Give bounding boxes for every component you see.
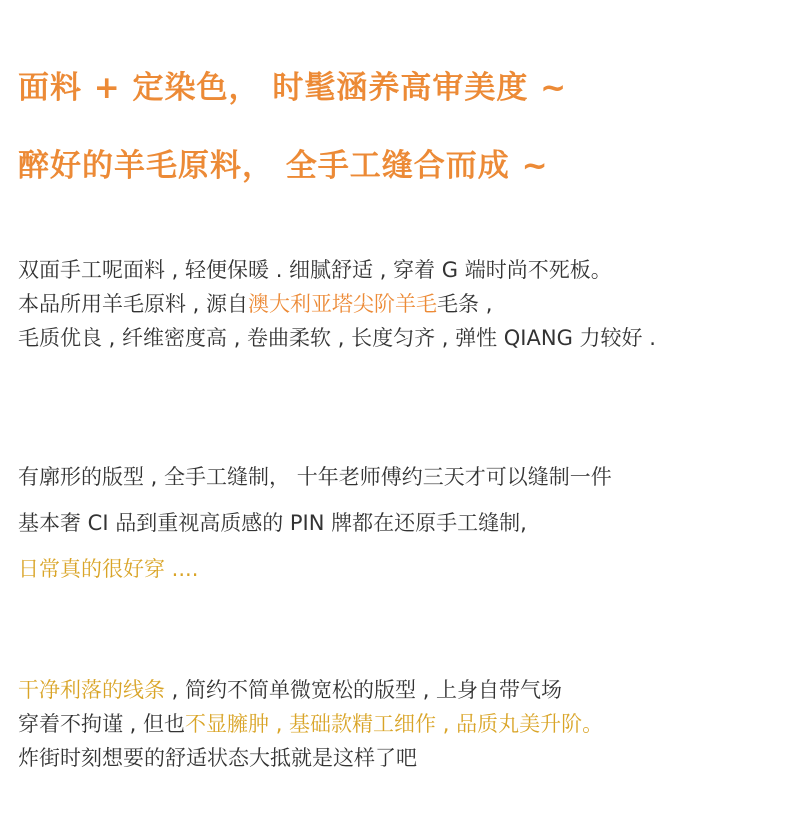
text-segment: 本品所用羊毛原料 , 源自 (18, 292, 249, 316)
paragraph-craftsmanship (18, 454, 612, 592)
paragraph-line (18, 673, 603, 707)
paragraph-line: 双面手工呢面料 , 轻便保暖 . 细腻舒适 , 穿着 G 端时尚不死板。 (18, 258, 612, 282)
headline-wool-handmade: 醉好的羊毛原料， 全手工缝合而成 ~ (18, 148, 549, 184)
paragraph-line (18, 287, 656, 321)
highlight-daily-wear: 日常真的很好穿 .... (18, 557, 199, 581)
paragraph-silhouette (18, 673, 603, 775)
paragraph-line: 基本奢 CI 品到重视高质感的 PIN 牌都在还原手工缝制, (18, 511, 527, 535)
paragraph-line: 毛质优良 , 纤维密度高 , 卷曲柔软 , 长度匀齐 , 弹性 QIANG 力较好 . (18, 326, 656, 350)
highlight-quality: 不显臃肿 , 基础款精工细作 , 品质丸美升阶。 (185, 712, 604, 736)
text-segment: 毛条 , (437, 292, 493, 316)
highlight-clean-lines: 干净利落的线条 (18, 678, 165, 702)
paragraph-line (18, 707, 603, 741)
highlight-wool-origin: 澳大利亚塔尖阶羊毛 (248, 292, 438, 316)
paragraph-fabric-description (18, 253, 656, 355)
headline-fabric-dye: 面料 + 定染色， 时髦涵养高审美度 ~ (18, 70, 568, 106)
text-segment: 穿着不拘谨 , 但也 (18, 712, 186, 736)
paragraph-line: 有廓形的版型 , 全手工缝制， 十年老师傅约三天才可以缝制一件 (18, 465, 612, 489)
paragraph-line: 炸街时刻想要的舒适状态大抵就是这样了吧 (18, 746, 417, 770)
text-segment: , 简约不简单微宽松的版型 , 上身自带气场 (165, 678, 563, 702)
